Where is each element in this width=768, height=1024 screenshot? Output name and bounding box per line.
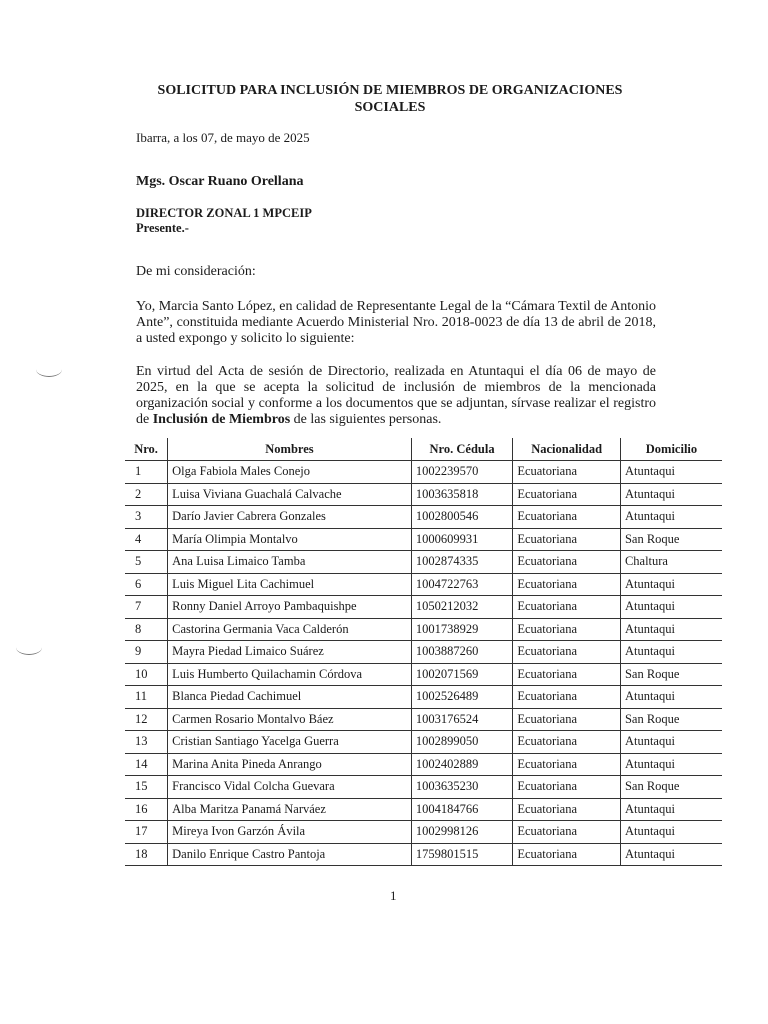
cell-nro: 9 [125, 641, 168, 664]
paragraph-2-text-start: En virtud del Acta de sesión de Directorio, realizada en Atuntaqui el día 06 de mayo de 2025, en la que se acepta la solicitud de inclusión de miembros de la mencionada organización social y conforme a los documentos que se adjuntan, sírvase realizar el registro de [136, 364, 656, 427]
cell-nombre: Castorina Germania Vaca Calderón [168, 618, 412, 641]
cell-nro: 17 [125, 821, 168, 844]
document-title [130, 82, 650, 116]
cell-cedula: 1003887260 [411, 641, 513, 664]
cell-nro: 15 [125, 776, 168, 799]
cell-cedula: 1000609931 [411, 528, 513, 551]
cell-nacionalidad: Ecuatoriana [513, 596, 621, 619]
paragraph-2 [136, 364, 656, 428]
cell-nombre: María Olimpia Montalvo [168, 528, 412, 551]
cell-nombre: Luisa Viviana Guachalá Calvache [168, 483, 412, 506]
cell-domicilio: San Roque [620, 663, 722, 686]
cell-nombre: Marina Anita Pineda Anrango [168, 753, 412, 776]
cell-nacionalidad: Ecuatoriana [513, 731, 621, 754]
cell-cedula: 1003176524 [411, 708, 513, 731]
cell-domicilio: Atuntaqui [620, 461, 722, 484]
recipient-presente: Presente.- [136, 221, 189, 235]
cell-nro: 7 [125, 596, 168, 619]
table-header-row [125, 438, 722, 461]
cell-cedula: 1002899050 [411, 731, 513, 754]
table-row [125, 506, 722, 529]
table-row [125, 843, 722, 866]
cell-cedula: 1004722763 [411, 573, 513, 596]
cell-nombre: Ronny Daniel Arroyo Pambaquishpe [168, 596, 412, 619]
cell-domicilio: Chaltura [620, 551, 722, 574]
cell-cedula: 1003635818 [411, 483, 513, 506]
table-row [125, 573, 722, 596]
cell-nro: 1 [125, 461, 168, 484]
header-nacionalidad: Nacionalidad [513, 438, 621, 461]
cell-nacionalidad: Ecuatoriana [513, 821, 621, 844]
table-row [125, 708, 722, 731]
cell-nro: 16 [125, 798, 168, 821]
paragraph-1: Yo, Marcia Santo López, en calidad de Representante Legal de la “Cámara Textil de Antonio Ante”, constituida mediante Acuerdo Ministerial Nro. 2018-0023 de día 13 de abril de 2018, a usted expongo y solicito lo siguiente: [136, 299, 656, 346]
cell-nombre: Darío Javier Cabrera Gonzales [168, 506, 412, 529]
cell-domicilio: Atuntaqui [620, 731, 722, 754]
cell-cedula: 1759801515 [411, 843, 513, 866]
cell-nacionalidad: Ecuatoriana [513, 573, 621, 596]
cell-nacionalidad: Ecuatoriana [513, 798, 621, 821]
cell-nombre: Ana Luisa Limaico Tamba [168, 551, 412, 574]
table-row [125, 596, 722, 619]
cell-nacionalidad: Ecuatoriana [513, 528, 621, 551]
cell-nombre: Luis Miguel Lita Cachimuel [168, 573, 412, 596]
cell-nacionalidad: Ecuatoriana [513, 506, 621, 529]
table-row [125, 641, 722, 664]
table-row [125, 686, 722, 709]
cell-cedula: 1050212032 [411, 596, 513, 619]
cell-cedula: 1002402889 [411, 753, 513, 776]
header-cedula: Nro. Cédula [411, 438, 513, 461]
recipient-position: DIRECTOR ZONAL 1 MPCEIP [136, 206, 312, 220]
cell-nacionalidad: Ecuatoriana [513, 663, 621, 686]
cell-nro: 12 [125, 708, 168, 731]
cell-domicilio: San Roque [620, 776, 722, 799]
title-line-1: SOLICITUD PARA INCLUSIÓN DE MIEMBROS DE ORGANIZACIONES [157, 83, 623, 98]
cell-nombre: Mayra Piedad Limaico Suárez [168, 641, 412, 664]
scan-hole-mark [16, 640, 42, 655]
cell-domicilio: Atuntaqui [620, 596, 722, 619]
scan-hole-mark [36, 362, 62, 377]
cell-cedula: 1002998126 [411, 821, 513, 844]
greeting: De mi consideración: [136, 264, 256, 279]
cell-nombre: Cristian Santiago Yacelga Guerra [168, 731, 412, 754]
table-row [125, 753, 722, 776]
cell-nacionalidad: Ecuatoriana [513, 686, 621, 709]
table-row [125, 798, 722, 821]
cell-nombre: Olga Fabiola Males Conejo [168, 461, 412, 484]
cell-nombre: Luis Humberto Quilachamin Córdova [168, 663, 412, 686]
cell-domicilio: Atuntaqui [620, 618, 722, 641]
table-row [125, 483, 722, 506]
table-row [125, 663, 722, 686]
cell-nacionalidad: Ecuatoriana [513, 776, 621, 799]
cell-cedula: 1002071569 [411, 663, 513, 686]
cell-nacionalidad: Ecuatoriana [513, 708, 621, 731]
table-row [125, 461, 722, 484]
cell-nro: 11 [125, 686, 168, 709]
cell-cedula: 1004184766 [411, 798, 513, 821]
cell-cedula: 1002800546 [411, 506, 513, 529]
recipient-name: Mgs. Oscar Ruano Orellana [136, 174, 304, 189]
cell-cedula: 1002874335 [411, 551, 513, 574]
cell-cedula: 1002526489 [411, 686, 513, 709]
cell-nacionalidad: Ecuatoriana [513, 618, 621, 641]
table-row [125, 731, 722, 754]
cell-nacionalidad: Ecuatoriana [513, 843, 621, 866]
cell-nro: 4 [125, 528, 168, 551]
cell-nombre: Francisco Vidal Colcha Guevara [168, 776, 412, 799]
members-table-body [125, 461, 722, 866]
cell-nro: 8 [125, 618, 168, 641]
cell-nacionalidad: Ecuatoriana [513, 461, 621, 484]
header-nombres: Nombres [168, 438, 412, 461]
paragraph-2-text-end: de las siguientes personas. [290, 412, 442, 427]
cell-nro: 13 [125, 731, 168, 754]
cell-nacionalidad: Ecuatoriana [513, 483, 621, 506]
cell-domicilio: Atuntaqui [620, 573, 722, 596]
cell-domicilio: Atuntaqui [620, 798, 722, 821]
cell-domicilio: San Roque [620, 708, 722, 731]
cell-nro: 6 [125, 573, 168, 596]
cell-domicilio: Atuntaqui [620, 843, 722, 866]
cell-domicilio: Atuntaqui [620, 821, 722, 844]
cell-cedula: 1002239570 [411, 461, 513, 484]
members-table [125, 438, 722, 866]
cell-nombre: Carmen Rosario Montalvo Báez [168, 708, 412, 731]
cell-nacionalidad: Ecuatoriana [513, 641, 621, 664]
cell-nombre: Alba Maritza Panamá Narváez [168, 798, 412, 821]
cell-domicilio: Atuntaqui [620, 753, 722, 776]
cell-nro: 18 [125, 843, 168, 866]
page-number: 1 [390, 888, 397, 903]
cell-domicilio: Atuntaqui [620, 483, 722, 506]
cell-nro: 5 [125, 551, 168, 574]
title-line-2: SOCIALES [354, 100, 426, 115]
cell-nro: 3 [125, 506, 168, 529]
recipient-block [136, 206, 312, 236]
table-row [125, 821, 722, 844]
cell-domicilio: Atuntaqui [620, 686, 722, 709]
cell-nro: 14 [125, 753, 168, 776]
table-row [125, 528, 722, 551]
paragraph-2-bold: Inclusión de Miembros [152, 412, 291, 427]
header-domicilio: Domicilio [645, 441, 698, 456]
table-row [125, 776, 722, 799]
cell-domicilio: San Roque [620, 528, 722, 551]
cell-domicilio: Atuntaqui [620, 506, 722, 529]
place-date: Ibarra, a los 07, de mayo de 2025 [136, 130, 310, 145]
header-nro: Nro. [125, 438, 168, 461]
cell-nacionalidad: Ecuatoriana [513, 551, 621, 574]
cell-nombre: Blanca Piedad Cachimuel [168, 686, 412, 709]
cell-domicilio: Atuntaqui [620, 641, 722, 664]
table-row [125, 618, 722, 641]
cell-nombre: Mireya Ivon Garzón Ávila [168, 821, 412, 844]
cell-nacionalidad: Ecuatoriana [513, 753, 621, 776]
cell-cedula: 1003635230 [411, 776, 513, 799]
cell-nro: 2 [125, 483, 168, 506]
cell-cedula: 1001738929 [411, 618, 513, 641]
table-row [125, 551, 722, 574]
cell-nombre: Danilo Enrique Castro Pantoja [168, 843, 412, 866]
cell-nro: 10 [125, 663, 168, 686]
